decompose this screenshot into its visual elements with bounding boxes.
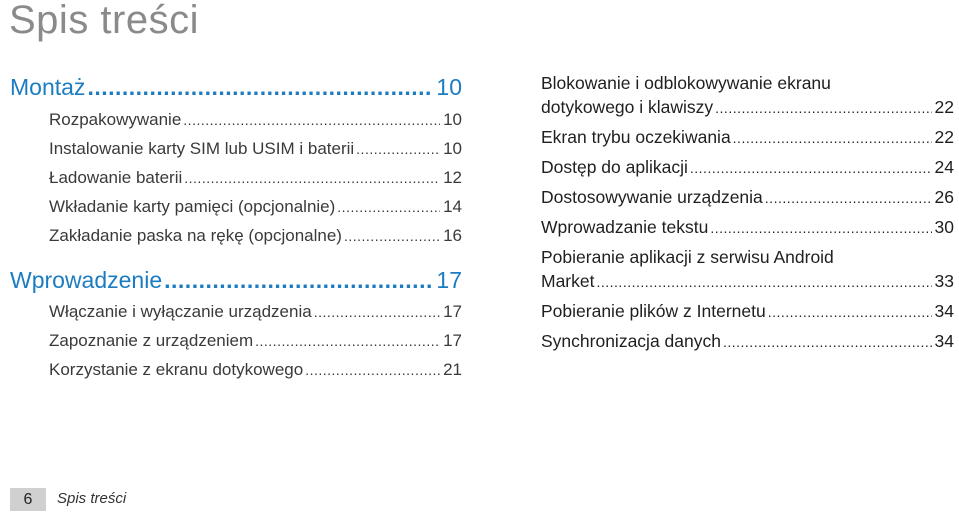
toc-item-title: Market — [541, 271, 595, 291]
toc-leader — [255, 327, 440, 356]
toc-item[interactable] — [10, 134, 462, 163]
toc-leader — [690, 156, 932, 180]
toc-page-number: 34 — [934, 301, 954, 321]
toc-page-number: 17 — [443, 302, 462, 321]
toc-page-number: 22 — [934, 127, 954, 147]
toc-page-number: 26 — [934, 187, 954, 207]
toc-item[interactable] — [10, 163, 462, 192]
toc-chapter-title: Wprowadzenie — [10, 267, 163, 293]
toc-item[interactable] — [10, 326, 462, 355]
toc-page-number: 21 — [443, 360, 462, 379]
toc-item-title: Korzystanie z ekranu dotykowego — [49, 360, 304, 379]
toc-leader — [356, 135, 440, 164]
toc-leader — [733, 126, 932, 150]
toc-item-title: Zakładanie paska na rękę (opcjonalne) — [49, 226, 342, 245]
toc-item-title: dotykowego i klawiszy — [541, 97, 714, 117]
toc-item[interactable] — [541, 215, 954, 245]
toc-item[interactable] — [541, 155, 954, 185]
toc-item-title: Ekran trybu oczekiwania — [541, 127, 731, 147]
toc-chapter-wprowadzenie[interactable] — [10, 263, 462, 297]
toc-chapter-title: Montaż — [10, 74, 86, 100]
footer-section-label: Spis treści — [57, 490, 127, 507]
toc-item[interactable] — [541, 71, 954, 125]
toc-item[interactable] — [10, 105, 462, 134]
toc-item[interactable] — [541, 185, 954, 215]
spacer — [10, 250, 462, 263]
toc-page-number: 24 — [934, 157, 954, 177]
toc-item-title: Włączanie i wyłączanie urządzenia — [49, 302, 312, 321]
toc-page-number: 16 — [443, 226, 462, 245]
toc-leader — [723, 330, 932, 354]
toc-right-column — [541, 71, 954, 359]
toc-page-number: 22 — [934, 97, 954, 117]
toc-item[interactable] — [541, 125, 954, 155]
toc-item-title: Wkładanie karty pamięci (opcjonalnie) — [49, 197, 336, 216]
toc-item-title: Dostosowywanie urządzenia — [541, 187, 763, 207]
toc-item[interactable] — [10, 221, 462, 250]
toc-page-number: 33 — [934, 271, 954, 291]
toc-item-title: Zapoznanie z urządzeniem — [49, 331, 254, 350]
toc-item-title-line1: Blokowanie i odblokowywanie ekranu — [541, 73, 831, 93]
toc-item-title: Dostęp do aplikacji — [541, 157, 688, 177]
toc-item-title: Ładowanie baterii — [49, 168, 183, 187]
toc-leader — [184, 164, 440, 193]
footer-page-number: 6 — [10, 488, 46, 511]
toc-page-number: 12 — [443, 168, 462, 187]
toc-leader — [765, 186, 932, 210]
page-title: Spis treści — [9, 0, 199, 42]
toc-page-number: 10 — [443, 110, 462, 129]
toc-leader — [768, 300, 932, 324]
toc-leader — [710, 216, 931, 240]
toc-item-title: Wprowadzanie tekstu — [541, 217, 709, 237]
toc-leader — [596, 270, 931, 294]
toc-item-title: Synchronizacja danych — [541, 331, 721, 351]
toc-leader — [305, 356, 440, 385]
toc-item-title: Rozpakowywanie — [49, 110, 182, 129]
toc-leader — [87, 70, 433, 104]
toc-item[interactable] — [10, 355, 462, 384]
toc-page-number: 17 — [436, 267, 462, 293]
toc-item[interactable] — [10, 192, 462, 221]
toc-item[interactable] — [541, 245, 954, 299]
toc-left-column — [10, 70, 462, 384]
toc-item[interactable] — [10, 297, 462, 326]
toc-page-number: 34 — [934, 331, 954, 351]
toc-item-title: Instalowanie karty SIM lub USIM i baterii — [49, 139, 355, 158]
toc-page-number: 10 — [436, 74, 462, 100]
toc-leader — [183, 106, 440, 135]
toc-page-number: 10 — [443, 139, 462, 158]
toc-page-number: 30 — [934, 217, 954, 237]
toc-item-title: Pobieranie plików z Internetu — [541, 301, 766, 321]
toc-page-number: 14 — [443, 197, 462, 216]
toc-leader — [164, 263, 433, 297]
toc-leader — [337, 193, 440, 222]
toc-leader — [715, 96, 931, 120]
toc-chapter-montaz[interactable] — [10, 70, 462, 104]
toc-leader — [314, 298, 440, 327]
toc-item[interactable] — [541, 299, 954, 329]
toc-leader — [344, 222, 440, 251]
toc-item-title-line1: Pobieranie aplikacji z serwisu Android — [541, 247, 834, 267]
toc-item[interactable] — [541, 329, 954, 359]
toc-page-number: 17 — [443, 331, 462, 350]
